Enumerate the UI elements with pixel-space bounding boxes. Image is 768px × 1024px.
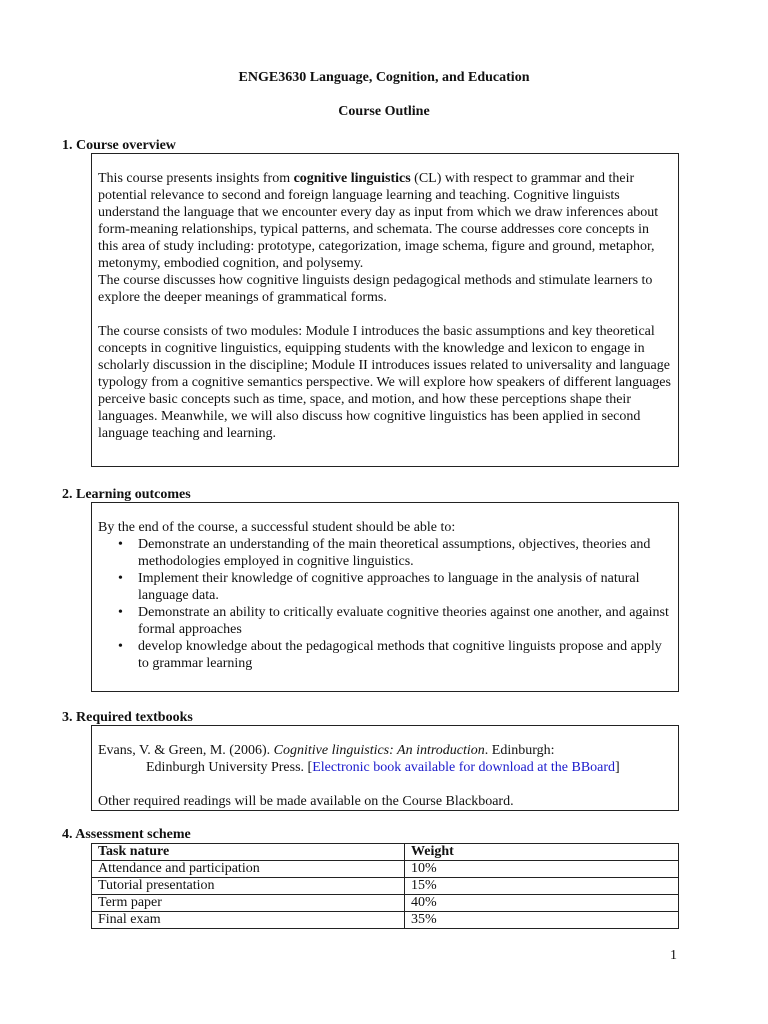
- task-cell: Tutorial presentation: [92, 878, 405, 895]
- textbook-reference: [98, 742, 672, 776]
- text: ]: [615, 760, 620, 775]
- document-title: ENGE3630 Language, Cognition, and Education: [238, 70, 530, 85]
- outcomes-box: [91, 502, 679, 692]
- section-heading-overview: 1. Course overview: [62, 138, 176, 153]
- textbooks-box: [91, 725, 679, 811]
- bold-term: cognitive linguistics: [293, 171, 411, 186]
- text: (CL) with respect to grammar and their potential relevance to second and foreign language learning and teaching. Cognitive linguists understand the language that we encounter every day as input from which we draw inferences about form-meaning relationships, typical patterns, and schemata. The course addresses core concepts in this area of study including: prototype, categorization, image schema, figure and ground, metaphor, metonymy, embodied cognition, and polysemy.: [98, 171, 659, 271]
- table-row: [92, 912, 679, 929]
- task-cell: Term paper: [92, 895, 405, 912]
- weight-cell: 15%: [405, 878, 679, 895]
- overview-box: [91, 153, 679, 467]
- weight-cell: 10%: [405, 861, 679, 878]
- section-heading-outcomes: 2. Learning outcomes: [62, 487, 191, 502]
- page-number: 1: [670, 948, 677, 963]
- column-header: Weight: [405, 844, 679, 861]
- overview-paragraph-1: [98, 170, 672, 306]
- book-title: Cognitive linguistics: An introduction: [273, 743, 485, 758]
- text: Evans, V. & Green, M. (2006).: [98, 743, 274, 758]
- table-row: [92, 861, 679, 878]
- weight-cell: 35%: [405, 912, 679, 929]
- other-readings: Other required readings will be made available on the Course Blackboard.: [98, 794, 514, 809]
- overview-paragraph-2: The course consists of two modules: Module I introduces the basic assumptions and key theoretical concepts in cognitive linguistics, equipping students with the knowledge and lexicon to engage in scholarly discussion in the discipline; Module II introduces issues related to universality and language typology from a cognitive semantics perspective. We will explore how speakers of different languages perceive basic concepts such as time, space, and motion, and how these perceptions shape their languages. Meanwhile, we will also discuss how cognitive linguistics has been applied in second language teaching and learning.: [98, 324, 671, 441]
- assessment-table: [91, 843, 679, 929]
- text: . Edinburgh:: [484, 743, 555, 758]
- section-heading-textbooks: 3. Required textbooks: [62, 710, 193, 725]
- table-header-row: [92, 844, 679, 861]
- column-header: Task nature: [92, 844, 405, 861]
- text: This course presents insights from: [98, 171, 294, 186]
- outcomes-intro: By the end of the course, a successful student should be able to:: [98, 520, 456, 535]
- text: The course discusses how cognitive linguists design pedagogical methods and stimulate learners to explore the deeper meanings of grammatical forms.: [98, 273, 653, 305]
- list-item: • Implement their knowledge of cognitive approaches to language in the analysis of natural language data.: [138, 570, 672, 604]
- section-heading-assessment: 4. Assessment scheme: [62, 827, 191, 842]
- text: Edinburgh University Press. [: [146, 760, 313, 775]
- weight-cell: 40%: [405, 895, 679, 912]
- outcomes-list: [98, 536, 672, 672]
- list-item: • develop knowledge about the pedagogical methods that cognitive linguists propose and apply to grammar learning: [138, 638, 672, 672]
- task-cell: Attendance and participation: [92, 861, 405, 878]
- document-subtitle: Course Outline: [338, 104, 430, 119]
- table-row: [92, 878, 679, 895]
- ebook-link[interactable]: Electronic book available for download at the BBoard: [312, 760, 616, 775]
- table-row: [92, 895, 679, 912]
- task-cell: Final exam: [92, 912, 405, 929]
- list-item: • Demonstrate an ability to critically evaluate cognitive theories against one another, and against formal approaches: [138, 604, 672, 638]
- list-item: • Demonstrate an understanding of the main theoretical assumptions, objectives, theories and methodologies employed in cognitive linguistics.: [138, 536, 672, 570]
